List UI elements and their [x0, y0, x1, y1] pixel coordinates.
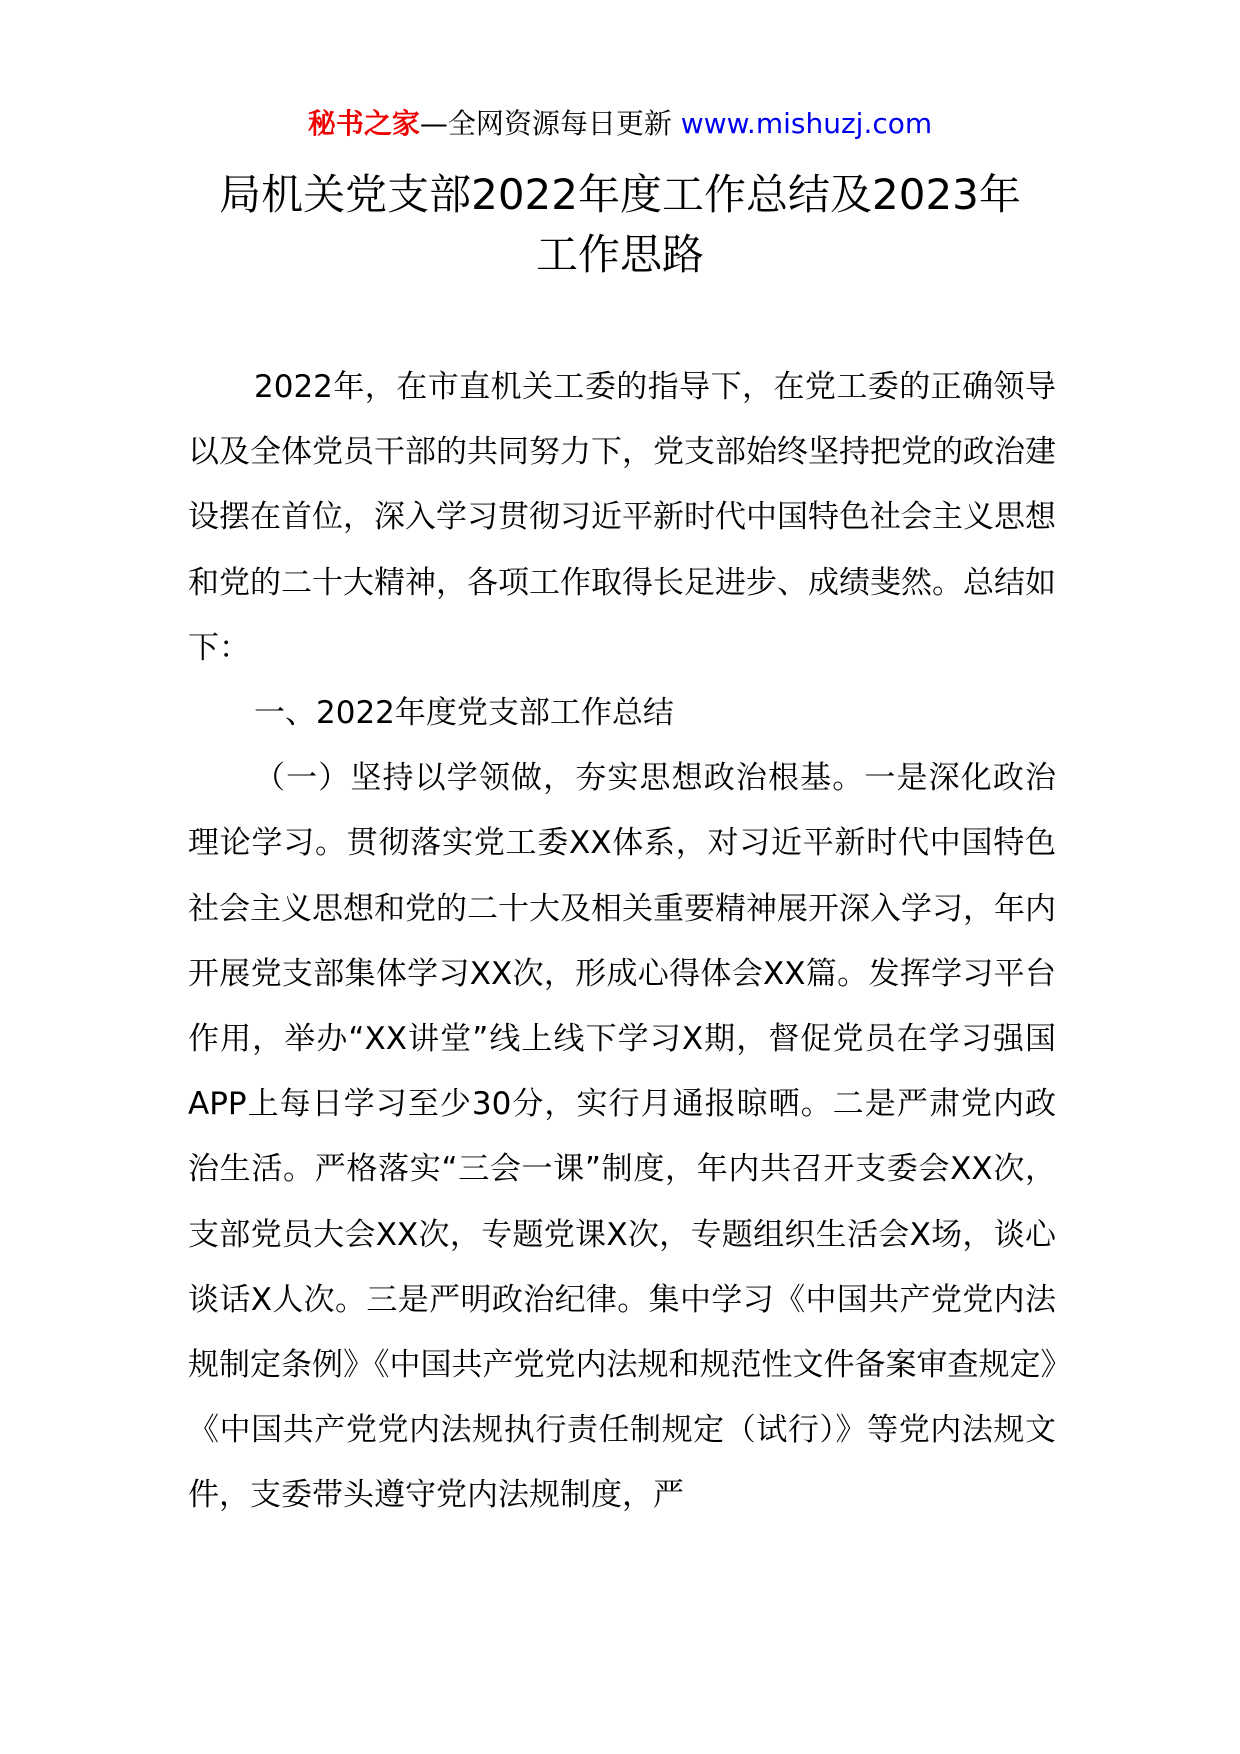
document-title-line-1: 局机关党支部2022年度工作总结及2023年 [219, 170, 1021, 219]
section-heading-1: 一、2022年度党支部工作总结 [254, 695, 674, 732]
section-1-paragraph-1: （一）坚持以学领做，夯实思想政治根基。一是深化政治理论学习。贯彻落实党工委XX体系，对习近平新时代中国特色社会主义思想和党的二十大及相关重要精神展开深入学习，年内开展党支部集体学习XX次，形成心得体会XX篇。发挥学习平台作用，举办“XX讲堂”线上线下学习X期，督促党员在学习强国APP上每日学习至少30分，实行月通报晾晒。二是严肃党内政治生活。严格落实“三会一课”制度，年内共召开支委会XX次，支部党员大会XX次，专题党课X次，专题组织生活会X场，谈心谈话X人次。三是严明政治纪律。集中学习《中国共产党党内法规制定条例》《中国共产党党内法规和规范性文件备案审查规定》《中国共产党党内法规执行责任制规定（试行）》等党内法规文件，支委带头遵守党内法规制度，严 [188, 760, 1056, 1514]
document-body [188, 355, 1056, 1529]
header-url-link[interactable]: www.mishuzj.com [680, 107, 933, 140]
intro-paragraph: 2022年，在市直机关工委的指导下，在党工委的正确领导以及全体党员干部的共同努力下，党支部始终坚持把党的政治建设摆在首位，深入学习贯彻习近平新时代中国特色社会主义思想和党的二十大精神，各项工作取得长足进步、成绩斐然。总结如下： [188, 369, 1056, 666]
document-title-line-2: 工作思路 [535, 230, 704, 279]
header-tagline: —全网资源每日更新 [419, 107, 672, 140]
document-title [150, 165, 1090, 285]
site-header [0, 104, 1240, 144]
header-brand: 秘书之家 [307, 107, 420, 140]
